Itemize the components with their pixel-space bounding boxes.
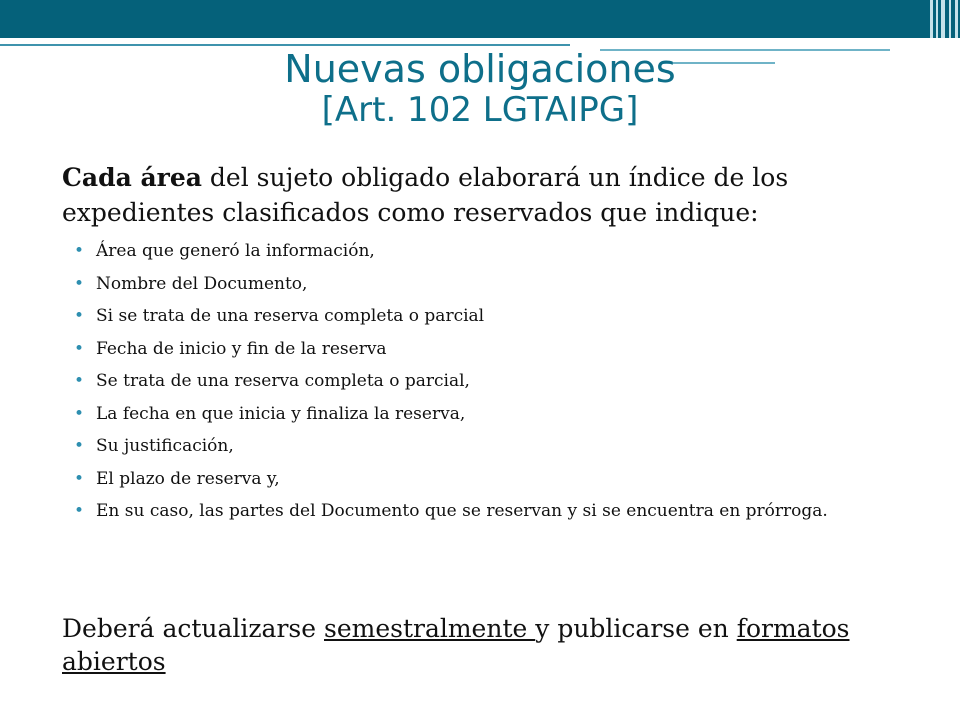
list-item (72, 370, 872, 393)
list-item-text: El plazo de reserva y, (96, 468, 280, 489)
list-item (72, 468, 872, 491)
list-item-text: Área que generó la información, (96, 241, 375, 261)
conclusion-text-2: y publicarse en (535, 614, 737, 643)
list-item-text: Se trata de una reserva completa o parcial, (96, 371, 470, 391)
title-line-2: [Art. 102 LGTAIPG] (321, 89, 639, 130)
bullet-icon: • (74, 436, 85, 456)
bullet-icon: • (74, 338, 85, 359)
conclusion-text-1: Deberá actualizarse (62, 614, 324, 643)
bullet-icon: • (74, 273, 85, 294)
title-line-1: Nuevas obligaciones (284, 47, 676, 91)
underlined-semestralmente: semestralmente (324, 614, 536, 643)
list-item (72, 240, 872, 263)
list-item (72, 338, 872, 361)
bullet-icon: • (74, 371, 85, 391)
bullet-icon: • (74, 306, 85, 326)
intro-bold-text: Cada área (62, 163, 202, 192)
list-item (72, 273, 872, 296)
requirements-list (72, 240, 872, 533)
bullet-icon: • (74, 468, 85, 489)
header-bar (0, 0, 960, 38)
list-item (72, 403, 872, 426)
list-item (72, 305, 872, 328)
bullet-icon: • (74, 403, 85, 424)
list-item-text: Su justificación, (96, 436, 234, 456)
list-item-text: La fecha en que inicia y finaliza la reserva, (96, 403, 466, 424)
underlined-formatos-abiertos: formatos abiertos (62, 614, 850, 677)
list-item-text: En su caso, las partes del Documento que se reservan y si se encuentra en prórroga. (96, 501, 828, 521)
bullet-icon: • (74, 501, 85, 521)
slide-title (180, 48, 780, 129)
list-item (72, 500, 872, 523)
intro-paragraph (62, 160, 902, 230)
header-underline (0, 44, 570, 46)
list-item-text: Nombre del Documento, (96, 273, 308, 294)
list-item-text: Si se trata de una reserva completa o parcial (96, 306, 485, 326)
conclusion-paragraph (62, 612, 942, 679)
header-stripes (930, 0, 960, 38)
bullet-icon: • (74, 241, 85, 261)
intro-text: del sujeto obligado elaborará un índice de los expedientes clasificados como reservados que indique: (62, 163, 789, 227)
list-item (72, 435, 872, 458)
list-item-text: Fecha de inicio y fin de la reserva (96, 338, 387, 359)
